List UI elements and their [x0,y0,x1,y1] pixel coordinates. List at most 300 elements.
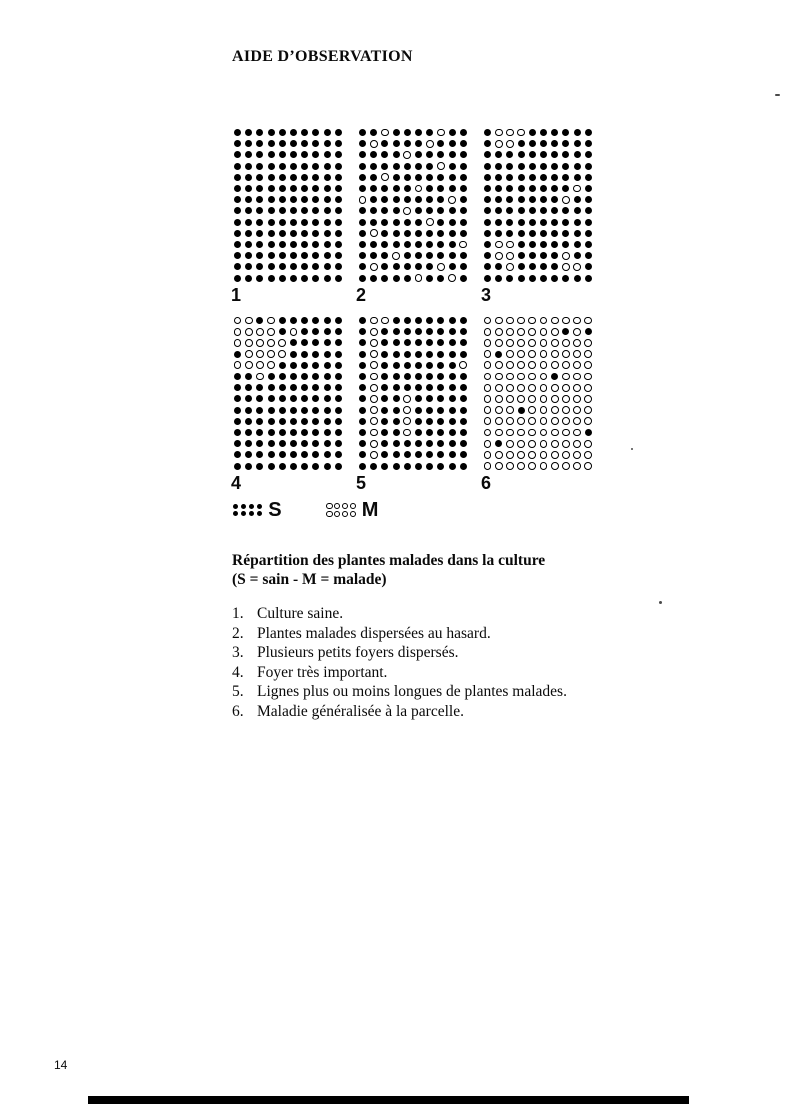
malade-plant-dot [342,503,348,509]
sain-plant-dot [256,219,263,226]
malade-plant-dot [495,429,503,437]
sain-plant-dot [312,174,319,181]
sain-plant-dot [290,463,297,470]
sain-plant-dot [312,384,319,391]
sain-plant-dot [540,241,547,248]
sain-plant-dot [312,185,319,192]
malade-plant-dot [540,395,548,403]
sain-plant-dot [437,451,444,458]
sain-plant-dot [393,317,400,324]
list-item-2 [232,624,567,644]
sain-plant-dot [562,174,569,181]
sain-plant-dot [324,317,331,324]
sain-plant-dot [381,163,388,170]
sain-plant-dot [301,129,308,136]
sain-plant-dot [540,275,547,282]
sain-plant-dot [234,275,241,282]
sain-plant-dot [415,140,422,147]
sain-plant-dot [426,185,433,192]
sain-plant-dot [335,373,342,380]
sain-plant-dot [551,129,558,136]
sain-plant-dot [449,317,456,324]
sain-plant-dot [268,230,275,237]
sain-plant-dot [359,140,366,147]
sain-plant-dot [324,219,331,226]
sain-plant-dot [381,407,388,414]
sain-plant-dot [257,511,262,516]
figure-legend [232,500,378,520]
malade-plant-dot [495,241,503,249]
sain-plant-dot [415,219,422,226]
malade-plant-dot [426,218,434,226]
malade-plant-dot [540,339,548,347]
sain-plant-dot [312,429,319,436]
malade-plant-dot [370,417,378,425]
sain-plant-dot [335,395,342,402]
scan-artifact-bar [88,1096,689,1104]
malade-plant-dot [528,451,536,459]
figure-caption-subtitle: (S = sain - M = malade) [232,571,387,588]
sain-plant-dot [335,451,342,458]
sain-plant-dot [437,174,444,181]
sain-plant-dot [562,129,569,136]
sain-plant-dot [562,219,569,226]
sain-plant-dot [484,241,491,248]
malade-plant-dot [495,140,503,148]
sain-plant-dot [256,317,263,324]
sain-plant-dot [301,163,308,170]
sain-plant-dot [256,252,263,259]
sain-plant-dot [301,263,308,270]
malade-plant-dot [517,361,525,369]
sain-plant-dot [529,151,536,158]
sain-plant-dot [449,230,456,237]
malade-plant-dot [290,328,298,336]
malade-plant-dot [370,395,378,403]
sain-plant-dot [381,451,388,458]
sain-plant-dot [279,317,286,324]
malade-plant-dot [495,451,503,459]
malade-plant-dot [528,462,536,470]
sain-plant-dot [585,263,592,270]
sain-plant-dot [290,163,297,170]
sain-plant-dot [585,185,592,192]
sain-plant-dot [324,429,331,436]
sain-plant-dot [312,241,319,248]
sain-plant-dot [426,328,433,335]
malade-plant-dot [370,384,378,392]
sain-plant-dot [290,373,297,380]
sain-plant-dot [381,185,388,192]
sain-plant-dot [335,275,342,282]
sain-plant-dot [551,241,558,248]
malade-plant-dot [278,350,286,358]
malade-plant-dot [551,451,559,459]
malade-plant-dot [506,241,514,249]
sain-plant-dot [234,351,241,358]
sain-plant-dot [585,241,592,248]
sain-plant-dot [426,407,433,414]
sain-plant-dot [324,151,331,158]
sain-plant-dot [268,151,275,158]
sain-plant-dot [312,451,319,458]
sain-plant-dot [495,185,502,192]
malade-plant-dot [370,229,378,237]
sain-plant-dot [359,373,366,380]
sain-plant-dot [529,185,536,192]
sain-plant-dot [404,263,411,270]
sain-plant-dot [484,163,491,170]
sain-plant-dot [404,384,411,391]
sain-plant-dot [335,174,342,181]
sain-plant-dot [256,241,263,248]
sain-plant-dot [359,185,366,192]
sain-plant-dot [426,196,433,203]
malade-plant-dot [256,350,264,358]
sain-plant-dot [460,407,467,414]
malade-plant-dot [403,417,411,425]
sain-plant-dot [460,151,467,158]
malade-plant-dot [484,451,492,459]
malade-plant-dot [403,207,411,215]
sain-plant-dot [415,440,422,447]
sain-plant-dot [290,351,297,358]
sain-plant-dot [234,252,241,259]
sain-plant-dot [393,395,400,402]
sain-plant-dot [404,317,411,324]
plot-block-4 [232,315,348,494]
malade-plant-dot [495,395,503,403]
sain-plant-dot [437,252,444,259]
malade-plant-dot [528,395,536,403]
sain-plant-dot [290,429,297,436]
sain-plant-dot [585,252,592,259]
malade-plant-dot [562,440,570,448]
malade-plant-dot [551,361,559,369]
sain-plant-dot [234,140,241,147]
malade-plant-dot [573,462,581,470]
malade-plant-dot [517,350,525,358]
list-item-text: Lignes plus ou moins longues de plantes malades. [257,683,567,700]
sain-plant-dot [585,163,592,170]
sain-plant-dot [415,163,422,170]
malade-plant-dot [584,350,592,358]
sain-plant-dot [484,140,491,147]
malade-plant-dot [562,339,570,347]
sain-plant-dot [312,129,319,136]
sain-plant-dot [393,407,400,414]
sain-plant-dot [370,241,377,248]
sain-plant-dot [540,174,547,181]
sain-plant-dot [460,395,467,402]
sain-plant-dot [426,362,433,369]
sain-plant-dot [370,129,377,136]
sain-plant-dot [404,129,411,136]
dot-grid-4 [232,315,348,472]
malade-plant-dot [484,328,492,336]
malade-plant-dot [278,339,286,347]
sain-plant-dot [518,196,525,203]
malade-plant-dot [573,406,581,414]
sain-plant-dot [245,151,252,158]
sain-plant-dot [415,451,422,458]
malade-plant-dot [245,350,253,358]
sain-plant-dot [301,451,308,458]
sain-plant-dot [245,219,252,226]
malade-plant-dot [370,429,378,437]
sain-plant-dot [381,230,388,237]
sain-plant-dot [268,241,275,248]
malade-plant-dot [484,417,492,425]
sain-plant-dot [256,429,263,436]
sain-plant-dot [574,151,581,158]
sain-plant-dot [484,185,491,192]
dot-grid-3 [482,127,598,284]
sain-plant-dot [437,219,444,226]
sain-plant-dot [529,275,536,282]
sain-plant-dot [290,275,297,282]
sain-plant-dot [415,429,422,436]
malade-plant-dot [540,350,548,358]
sain-plant-dot [460,207,467,214]
sain-plant-dot [415,207,422,214]
malade-plant-dot [573,373,581,381]
sain-plant-dot [404,339,411,346]
sain-plant-dot [241,504,246,509]
sain-plant-dot [234,451,241,458]
sain-plant-dot [256,395,263,402]
sain-plant-dot [359,129,366,136]
sain-plant-dot [324,451,331,458]
sain-plant-dot [245,463,252,470]
malade-plant-dot [484,350,492,358]
malade-plant-dot [517,339,525,347]
malade-plant-dot [370,263,378,271]
sain-plant-dot [370,463,377,470]
sain-plant-dot [449,451,456,458]
sain-plant-dot [359,351,366,358]
grid-label-2: 2 [356,284,367,305]
sain-plant-dot [335,384,342,391]
sain-plant-dot [518,140,525,147]
sain-plant-dot [529,163,536,170]
sain-plant-dot [484,129,491,136]
sain-plant-dot [393,362,400,369]
sain-plant-dot [335,429,342,436]
sain-plant-dot [359,440,366,447]
malade-plant-dot [562,417,570,425]
sain-plant-dot [359,362,366,369]
malade-plant-dot [573,440,581,448]
sain-plant-dot [404,362,411,369]
sain-plant-dot [518,207,525,214]
sain-plant-dot [562,230,569,237]
sain-plant-dot [234,440,241,447]
sain-plant-dot [268,275,275,282]
sain-plant-dot [381,463,388,470]
sain-plant-dot [245,174,252,181]
malade-plant-dot [517,328,525,336]
sain-plant-dot [393,339,400,346]
malade-plant-dot [256,373,264,381]
malade-plant-dot [540,440,548,448]
sain-plant-dot [585,328,592,335]
sain-plant-dot [268,440,275,447]
sain-plant-dot [234,219,241,226]
sain-plant-dot [279,230,286,237]
sain-plant-dot [245,384,252,391]
sain-plant-dot [415,339,422,346]
malade-plant-dot [573,339,581,347]
sain-plant-dot [540,263,547,270]
sain-plant-dot [256,407,263,414]
sain-plant-dot [279,129,286,136]
sain-plant-dot [415,241,422,248]
sain-plant-dot [562,151,569,158]
sain-plant-dot [234,241,241,248]
sain-plant-dot [245,373,252,380]
plot-block-2 [357,127,473,306]
sain-plant-dot [393,129,400,136]
sain-plant-dot [359,275,366,282]
sain-plant-dot [495,351,502,358]
dot-grid-1 [232,127,348,284]
sain-plant-dot [335,407,342,414]
malade-plant-dot [256,328,264,336]
sain-plant-dot [415,395,422,402]
sain-plant-dot [335,263,342,270]
sain-plant-dot [279,407,286,414]
sain-plant-dot [518,407,525,414]
sain-plant-dot [426,252,433,259]
grid-label-4: 4 [231,472,242,493]
sain-plant-dot [268,407,275,414]
malade-plant-dot [459,241,467,249]
sain-plant-dot [234,407,241,414]
sain-plant-dot [381,395,388,402]
malade-plant-dot [562,373,570,381]
malade-plant-dot [359,196,367,204]
sain-plant-dot [335,440,342,447]
sain-plant-dot [437,151,444,158]
sain-plant-dot [562,328,569,335]
sain-plant-dot [335,339,342,346]
malade-plant-dot [517,384,525,392]
malade-plant-dot [437,129,445,137]
sain-plant-dot [256,185,263,192]
list-item-number: 4. [232,663,244,681]
malade-plant-dot [584,339,592,347]
malade-plant-dot [256,361,264,369]
sain-plant-dot [324,207,331,214]
sain-plant-dot [495,174,502,181]
sain-plant-dot [256,207,263,214]
malade-plant-dot [562,395,570,403]
sain-plant-dot [415,317,422,324]
sain-plant-dot [359,174,366,181]
sain-plant-dot [324,252,331,259]
sain-plant-dot [437,140,444,147]
sain-plant-dot [301,351,308,358]
malade-plant-dot [506,361,514,369]
sain-plant-dot [381,207,388,214]
sain-plant-dot [301,328,308,335]
sain-plant-dot [393,463,400,470]
sain-plant-dot [290,418,297,425]
sain-plant-dot [518,252,525,259]
sain-plant-dot [540,196,547,203]
list-item-number: 5. [232,683,244,700]
sain-plant-dot [426,174,433,181]
sain-plant-dot [506,163,513,170]
sain-plant-dot [460,185,467,192]
malade-plant-dot [528,373,536,381]
sain-plant-dot [437,395,444,402]
sain-plant-dot [268,252,275,259]
sain-plant-dot [506,219,513,226]
sain-plant-dot [404,185,411,192]
sain-plant-dot [551,219,558,226]
sain-plant-dot [449,362,456,369]
malade-plant-dot [403,151,411,159]
sain-plant-dot [393,440,400,447]
sain-plant-dot [540,219,547,226]
sain-plant-dot [312,362,319,369]
sain-plant-dot [495,163,502,170]
sain-plant-dot [529,140,536,147]
sain-plant-dot [460,219,467,226]
sain-plant-dot [268,384,275,391]
sain-plant-dot [393,263,400,270]
sain-plant-dot [426,395,433,402]
malade-plant-dot [517,373,525,381]
sain-plant-dot [415,230,422,237]
sain-plant-dot [234,263,241,270]
sain-plant-dot [301,252,308,259]
sain-plant-dot [404,440,411,447]
sain-plant-dot [393,140,400,147]
sain-plant-dot [460,373,467,380]
sain-plant-dot [437,241,444,248]
malade-plant-dot [495,373,503,381]
sain-plant-dot [370,275,377,282]
sain-plant-dot [415,151,422,158]
sain-plant-dot [529,252,536,259]
sain-plant-dot [484,263,491,270]
sain-plant-dot [324,263,331,270]
malade-plant-dot [256,339,264,347]
sain-plant-dot [335,207,342,214]
sain-plant-dot [268,196,275,203]
sain-plant-dot [585,230,592,237]
sain-plant-dot [437,373,444,380]
malade-plant-dot [584,361,592,369]
malade-plant-dot [484,373,492,381]
sain-plant-dot [359,429,366,436]
sain-plant-dot [359,252,366,259]
sain-plant-dot [359,263,366,270]
sain-plant-dot [268,451,275,458]
sain-plant-dot [279,196,286,203]
sain-plant-dot [393,230,400,237]
sain-plant-dot [245,196,252,203]
list-item-number: 2. [232,624,244,642]
sain-plant-dot [370,252,377,259]
sain-plant-dot [460,140,467,147]
sain-plant-dot [404,351,411,358]
sain-plant-dot [484,275,491,282]
list-item-4 [232,663,567,683]
